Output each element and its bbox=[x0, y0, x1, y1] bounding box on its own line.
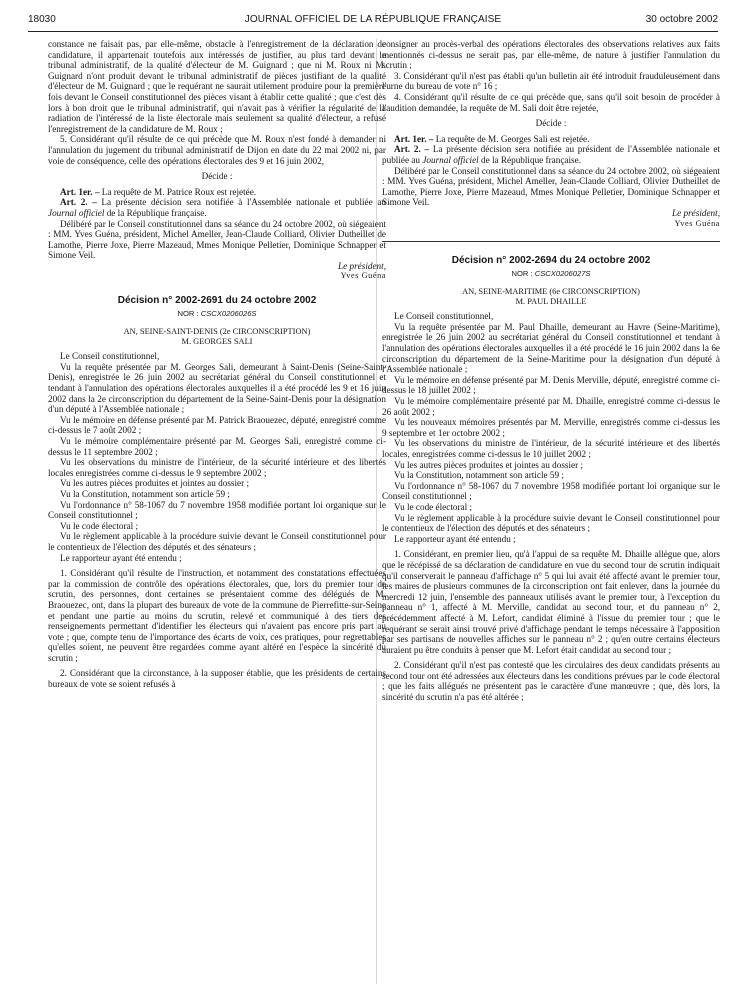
signature-role: Le président, bbox=[338, 260, 386, 271]
petitioner: M. PAUL DHAILLE bbox=[515, 297, 587, 307]
paragraph: Vu la requête présentée par M. Paul Dhaille, demeurant au Havre (Seine-Maritime), enregistrée le 26 juin 2002 au secrétariat général du Conseil constitutionnel et tendant à l'annulation des opérations électorales auxquelles il a été procédé le 16 juin 2002 dans la 6e circonscription du département de la Seine-Maritime pour la désignation d'un député à l'Assemblée nationale ; bbox=[382, 321, 720, 375]
article-label: Art. 2. – bbox=[394, 144, 430, 155]
paragraph: 3. Considérant qu'il n'est pas établi qu'un bulletin ait été introduit frauduleusement dans l'urne du bureau de vote n° 16 ; bbox=[382, 70, 720, 92]
paragraph: Vu la Constitution, notamment son article 59 ; bbox=[394, 470, 564, 481]
paragraph: Vu le règlement applicable à la procédure suivie devant le Conseil constitutionnel pour le contentieux de l'élection des députés et des sénateurs ; bbox=[48, 531, 386, 552]
deliberation: Délibéré par le Conseil constitutionnel dans sa séance du 24 octobre 2002, où siégeaient : MM. Yves Guéna, président, Michel Ameller, Jean-Claude Colliard, Olivier Dutheillet de Lamothe, Pierre Joxe, Pierre Mazeaud, Mmes Monique Pelletier, Dominique Schnapper et Simone Veil. bbox=[48, 218, 386, 261]
decide-heading: Décide : bbox=[201, 171, 233, 182]
petitioner: M. GEORGES SALI bbox=[181, 337, 253, 347]
signature-role: Le président, bbox=[672, 207, 720, 218]
paragraph: consigner au procès-verbal des opérations électorales des observations relatives aux faits mentionnés ci-dessus ne serait pas, par elle-même, de nature à justifier l'annulation du scrutin ; bbox=[382, 39, 720, 71]
decision-title: Décision n° 2002-2694 du 24 octobre 2002 bbox=[451, 255, 651, 267]
constituency: AN, SEINE-MARITIME (6e CIRCONSCRIPTION) bbox=[462, 287, 640, 297]
paragraph: Le rapporteur ayant été entendu ; bbox=[394, 533, 516, 544]
article-text: La requête de M. Georges Sali est rejetée. bbox=[435, 133, 590, 144]
constituency: AN, SEINE-SAINT-DENIS (2e CIRCONSCRIPTION) bbox=[123, 327, 311, 337]
paragraph: Le Conseil constitutionnel, bbox=[394, 311, 494, 322]
decide-heading: Décide : bbox=[535, 118, 567, 129]
paragraph: Vu le code électoral ; bbox=[60, 520, 139, 531]
paragraph: Vu le mémoire complémentaire présenté par M. Dhaille, enregistré comme ci-dessus le 26 août 2002 ; bbox=[382, 396, 720, 417]
paragraph: Vu la requête présentée par M. Georges Sali, demeurant à Saint-Denis (Seine-Saint-Denis), enregistrée le 26 juin 2002 au secrétariat général du Conseil constitutionnel et tendant à l'annulation des opérations électorales auxquelles il a été procédé les 9 et 16 juin 2002 dans la 2e circonscription du département de la Seine-Saint-Denis pour la désignation d'un député à l'Assemblée nationale ; bbox=[48, 361, 386, 415]
page-number: 18030 bbox=[28, 14, 56, 25]
article-label: Art. 2. – bbox=[60, 197, 97, 208]
decision-subtitle bbox=[48, 327, 386, 347]
article-1 bbox=[48, 187, 386, 198]
left-column bbox=[48, 39, 386, 690]
paragraph: 2. Considérant qu'il n'est pas contesté que les circulaires des deux candidats présents au second tour ont été adressées aux électeurs dans les conditions prévues par le code électoral ; que les faits allégués ne présentent pas le caractère d'une manœuvre ; que, dès lors, la sincérité du scrutin n'a pas été altérée ; bbox=[382, 660, 720, 703]
article-text: de la République française. bbox=[481, 154, 581, 165]
signature-name: Yves Guéna bbox=[674, 218, 720, 228]
article-text: La présente décision sera notifiée au président de l'Assemblée nationale et publiée au bbox=[382, 144, 721, 165]
decision-title: Décision n° 2002-2691 du 24 octobre 2002 bbox=[117, 295, 317, 307]
journal-reference: Journal officiel bbox=[48, 207, 105, 218]
nor-reference: NOR : CSCX0206027S bbox=[511, 268, 591, 278]
deliberation: Délibéré par le Conseil constitutionnel dans sa séance du 24 octobre 2002, où siégeaient : MM. Yves Guéna, président, Michel Ameller, Jean-Claude Colliard, Olivier Dutheillet de Lamothe, Pierre Joxe, Pierre Mazeaud, Mmes Monique Pelletier, Dominique Schnapper et Simone Veil. bbox=[382, 165, 720, 208]
article-text: de la République française. bbox=[106, 207, 207, 218]
section-rule bbox=[382, 241, 720, 242]
page-header bbox=[28, 14, 718, 28]
paragraph: Le rapporteur ayant été entendu ; bbox=[60, 552, 182, 563]
article-label: Art. 1er. – bbox=[60, 186, 100, 197]
paragraph: Le Conseil constitutionnel, bbox=[60, 351, 160, 362]
paragraph: 2. Considérant que la circonstance, à la supposer établie, que les présidents de certains bureaux de vote se soient refusés à bbox=[48, 668, 386, 690]
paragraph: Vu les autres pièces produites et jointes au dossier ; bbox=[394, 459, 584, 470]
article-text: La requête de M. Patrice Roux est rejetée. bbox=[101, 186, 257, 197]
paragraph: Vu le mémoire complémentaire présenté par M. Georges Sali, enregistré comme ci-dessus le 11 septembre 2002 ; bbox=[48, 436, 386, 457]
article-text: La présente décision sera notifiée à l'Assemblée nationale et publiée au bbox=[101, 197, 386, 208]
journal-reference: Journal officiel bbox=[422, 154, 479, 165]
paragraph: Vu le mémoire en défense présenté par M. Patrick Braouezec, député, enregistré comme ci-dessus le 7 août 2002 ; bbox=[48, 414, 386, 436]
issue-date: 30 octobre 2002 bbox=[645, 14, 718, 25]
article-2 bbox=[382, 144, 720, 165]
paragraph: Vu les observations du ministre de l'intérieur, de la sécurité intérieure et des libertés locales, enregistrées comme ci-dessus le 10 juillet 2002 ; bbox=[382, 438, 720, 459]
journal-title: JOURNAL OFFICIEL DE LA RÉPUBLIQUE FRANÇAISE bbox=[244, 14, 502, 25]
paragraph: 4. Considérant qu'il résulte de ce qui précède que, sans qu'il soit besoin de procéder à l'audition demandée, la requête de M. Sali doit être rejetée, bbox=[382, 91, 720, 113]
article-1 bbox=[382, 134, 720, 145]
decision-subtitle bbox=[382, 287, 720, 307]
paragraph: Vu les nouveaux mémoires présentés par M. Merville, enregistrés comme ci-dessus les 9 septembre et 1er octobre 2002 ; bbox=[382, 417, 720, 438]
header-rule bbox=[28, 31, 718, 32]
decision-body bbox=[382, 311, 720, 702]
paragraph: Vu l'ordonnance n° 58-1067 du 7 novembre 1958 modifiée portant loi organique sur le Conseil constitutionnel ; bbox=[48, 499, 386, 521]
article-label: Art. 1er. – bbox=[394, 133, 434, 144]
signature-name: Yves Guéna bbox=[340, 271, 386, 281]
article-2 bbox=[48, 197, 386, 218]
paragraph: Vu l'ordonnance n° 58-1067 du 7 novembre 1958 modifiée portant loi organique sur le Conseil constitutionnel ; bbox=[382, 480, 720, 502]
nor-reference: NOR : CSCX0206026S bbox=[177, 308, 257, 318]
paragraph: Vu le code électoral ; bbox=[394, 501, 473, 512]
paragraph: constance ne faisait pas, par elle-même, obstacle à l'enregistrement de la déclaration de candidature, il appartenait toutefois aux intéressés de justifier, au plus tard devant le tribunal administratif, de la qualité d'électeur de M. Guignard ; que ni M. Roux ni M. Guignard n'ont produit devant le tribunal administratif de pièces justifiant de la qualité d'électeur de M. Guignard ; que le requérant ne saurait utilement produire pour la première fois devant le Conseil constitutionnel des pièces visant à établir cette qualité ; que c'est dès lors à bon droit que le tribunal administratif, qui n'avait pas à vérifier la régularité de la radiation de l'intéressé de la liste électorale mais seulement sa qualité d'électeur, a refusé l'enregistrement de la candidature de M. Roux ; bbox=[48, 39, 386, 134]
paragraph: Vu les observations du ministre de l'intérieur, de la sécurité intérieure et des libertés locales enregistrées comme ci-dessus le 9 septembre 2002 ; bbox=[48, 457, 386, 478]
nor-code: CSCX0206026S bbox=[200, 308, 257, 318]
paragraph: Vu le mémoire en défense présenté par M. Denis Merville, député, enregistré comme ci-dessus le 18 juillet 2002 ; bbox=[382, 374, 720, 396]
paragraph: Vu le règlement applicable à la procédure suivie devant le Conseil constitutionnel pour le contentieux de l'élection des députés et des sénateurs ; bbox=[382, 512, 720, 534]
paragraph: 1. Considérant, en premier lieu, qu'à l'appui de sa requête M. Dhaille allègue que, alors que le récépissé de sa déclaration de candidature en vue du second tour de scrutin indiquait qu'il conserverait le panneau d'affichage n° 5 qui lui avait été affecté avant le premier tour, les maires de plusieurs communes de la circonscription ont fait enlever, dans la journée du mercredi 12 juin, l'ensemble des panneaux utilisés avant le premier tour, à l'exception du panneau n° 1, affecté à M. Merville, candidat au second tour, et du panneau n° 2, précédemment affecté à M. Lefort, candidat éliminé à l'issue du premier tour ; que le requérant se serait ainsi trouvé privé d'affichage pendant le temps nécessaire à l'apposition par ses partisans de nouvelles affiches sur le panneau n° 2 ; qu'en outre certains électeurs auraient pu être conduits à penser que M. Lefort était candidat au second tour ; bbox=[382, 549, 720, 655]
paragraph: 5. Considérant qu'il résulte de ce qui précède que M. Roux n'est fondé à demander ni l'annulation du jugement du tribunal administratif de Dijon en date du 22 mai 2002 ni, par voie de conséquence, celle des opérations électorales des 9 et 16 juin 2002, bbox=[48, 134, 386, 166]
nor-code: CSCX0206027S bbox=[534, 268, 591, 278]
paragraph: Vu la Constitution, notamment son article 59 ; bbox=[60, 488, 230, 499]
paragraph: Vu les autres pièces produites et jointes au dossier ; bbox=[60, 478, 250, 489]
paragraph: 1. Considérant qu'il résulte de l'instruction, et notamment des constatations effectuées par la commission de contrôle des opérations électorales, que, lors du premier tour de scrutin, des personnes, dont certaines se présentaient comme des délégués de M. Braouezec, ont, dans la plupart des bureaux de vote de la commune de Pierrefitte-sur-Seine et pendant une partie au moins du scrutin, relevé et communiqué à des tiers des renseignements permettant d'identifier les électeurs qui n'avaient pas encore pris part au vote ; que, compte tenu de l'importance des écarts de voix, ces pratiques, pour regrettables qu'elles soient, ne peuvent être regardées comme ayant altéré en l'espèce la sincérité du scrutin ; bbox=[48, 568, 386, 663]
right-column bbox=[382, 39, 720, 703]
decision-body bbox=[48, 351, 386, 689]
